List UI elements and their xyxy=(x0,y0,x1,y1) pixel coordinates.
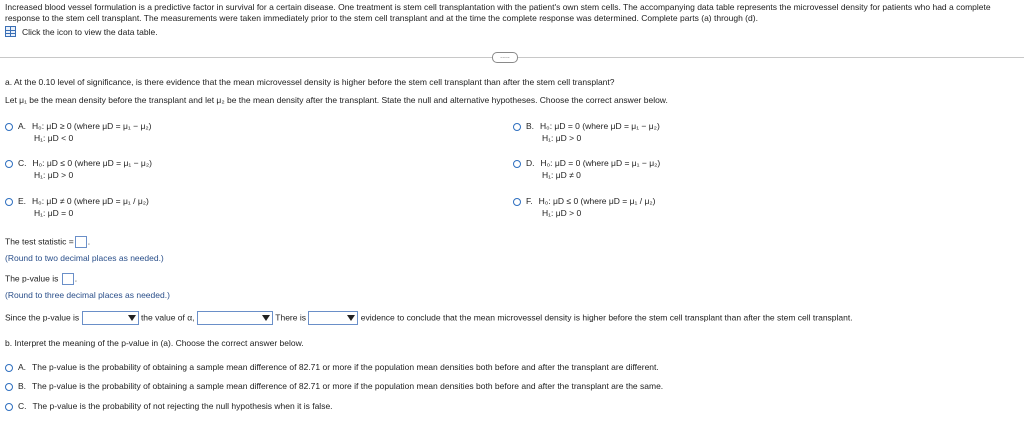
data-table-link-text[interactable]: Click the icon to view the data table. xyxy=(22,26,158,37)
pvalue-input[interactable] xyxy=(62,273,74,285)
chevron-down-icon xyxy=(128,315,136,321)
hypothesis-option-f[interactable]: F. H₀: μD ≤ 0 (where μD = μ₁ / μ₂) H₁: μD > 0 xyxy=(513,195,655,219)
pvalue-row: The p-value is . xyxy=(5,273,78,284)
radio-option-f[interactable] xyxy=(513,198,521,206)
radio-option-b[interactable] xyxy=(513,123,521,131)
radio-b-option-b[interactable] xyxy=(5,383,13,391)
hypothesis-option-e[interactable]: E. H₀: μD ≠ 0 (where μD = μ₁ / μ₂) H₁: μD = 0 xyxy=(5,195,149,219)
part-a-question: a. At the 0.10 level of significance, is there evidence that the mean microvessel density is higher before the stem cell transplant than after the stem cell transplant? xyxy=(5,77,615,87)
pvalue-meaning-option-a[interactable]: A. The p-value is the probability of obtaining a sample mean difference of 82.71 or more if the population mean densities both before and after the transplant are different. xyxy=(5,362,659,372)
pvalue-meaning-option-c[interactable]: C. The p-value is the probability of not rejecting the null hypothesis when it is false. xyxy=(5,401,333,411)
radio-option-c[interactable] xyxy=(5,160,13,168)
problem-intro: Increased blood vessel formulation is a predictive factor in survival for a certain disease. One treatment is stem cell transplantation with the patient's own stem cells. The accompanying data table represents the microvessel density for patients who had a complete response to the stem cell transplant. The measurements were taken immediately prior to the stem cell transplant and at the time the complete response was determined. Complete parts (a) through (d). xyxy=(5,2,991,23)
data-table-icon[interactable] xyxy=(5,26,16,37)
hypothesis-option-d[interactable]: D. H₀: μD = 0 (where μD = μ₁ − μ₂) H₁: μD ≠ 0 xyxy=(513,157,660,181)
hypothesis-option-c[interactable]: C. H₀: μD ≤ 0 (where μD = μ₁ − μ₂) H₁: μD > 0 xyxy=(5,157,152,181)
part-a-instruction: Let μ₁ be the mean density before the transplant and let μ₂ be the mean density after the transplant. State the null and alternative hypotheses. Choose the correct answer below. xyxy=(5,95,668,105)
pvalue-meaning-option-b[interactable]: B. The p-value is the probability of obtaining a sample mean difference of 82.71 or more if the population mean densities both before and after the transplant are the same. xyxy=(5,381,663,391)
part-b-question: b. Interpret the meaning of the p-value in (a). Choose the correct answer below. xyxy=(5,338,304,348)
hypothesis-option-b[interactable]: B. H₀: μD = 0 (where μD = μ₁ − μ₂) H₁: μD > 0 xyxy=(513,120,660,144)
test-statistic-row: The test statistic = . xyxy=(5,236,91,247)
hypothesis-option-a[interactable]: A. H₀: μD ≥ 0 (where μD = μ₁ − μ₂) H₁: μD < 0 xyxy=(5,120,151,144)
radio-b-option-c[interactable] xyxy=(5,403,13,411)
chevron-down-icon xyxy=(262,315,270,321)
test-statistic-label: The test statistic = xyxy=(5,236,74,247)
pvalue-label: The p-value is xyxy=(5,273,59,284)
radio-option-d[interactable] xyxy=(513,160,521,168)
evidence-dropdown[interactable] xyxy=(308,311,358,325)
pvalue-comparison-dropdown[interactable] xyxy=(82,311,139,325)
data-table-link[interactable] xyxy=(5,26,158,37)
radio-option-e[interactable] xyxy=(5,198,13,206)
radio-option-a[interactable] xyxy=(5,123,13,131)
alpha-comparison-dropdown[interactable] xyxy=(197,311,273,325)
pvalue-note: (Round to three decimal places as needed.) xyxy=(5,290,170,300)
test-statistic-input[interactable] xyxy=(75,236,87,248)
test-statistic-note: (Round to two decimal places as needed.) xyxy=(5,253,164,263)
conclusion-row: Since the p-value is the value of α, There is evidence to conclude that the mean microvessel density is higher before the stem cell transplant than after the stem cell transplant. xyxy=(5,311,853,325)
chevron-down-icon xyxy=(347,315,355,321)
expand-button[interactable]: ..... xyxy=(492,52,518,63)
radio-b-option-a[interactable] xyxy=(5,364,13,372)
